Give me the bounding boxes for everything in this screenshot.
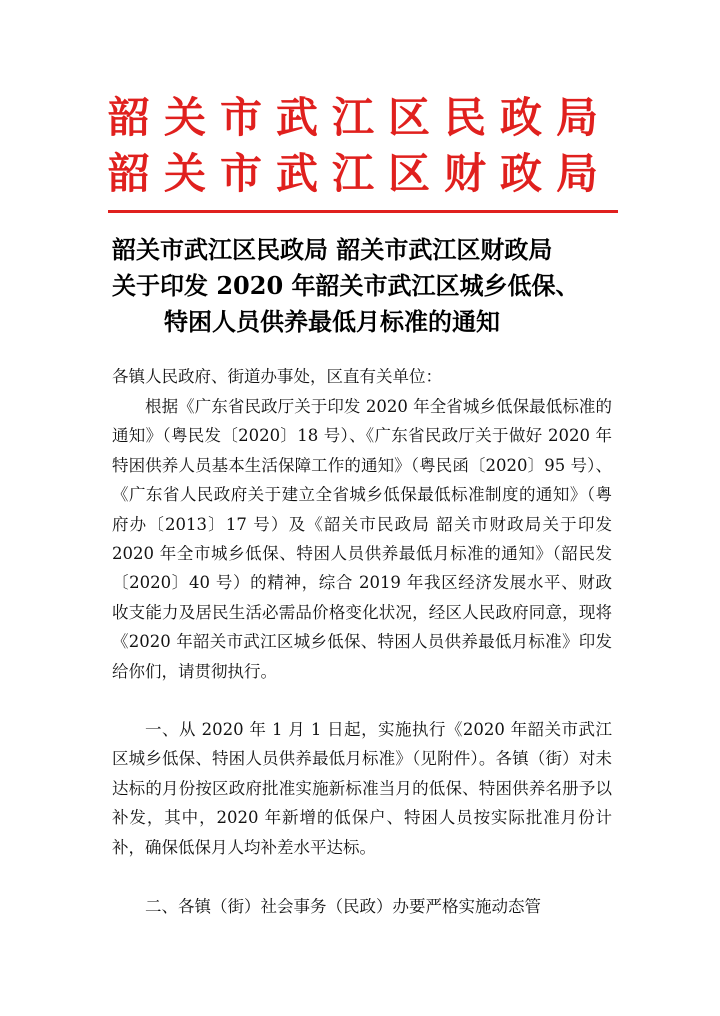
paragraph-basis: 根据《广东省民政厅关于印发 2020 年全省城乡低保最低标准的通知》（粤民发〔2020〕18 号）、《广东省民政厅关于做好 2020 年特困供养人员基本生活保障工作的通知》（粤民函〔2020〕95 号）、《广东省人民政府关于建立全省城乡低保最低标准制度的通知》（粤府办〔2013〕17 号）及《韶关市民政局 韶关市财政局关于印发 2020 年全市城乡低保、特困人员供养最低月标准的通知》（韶民发〔2020〕40 号）的精神，综合 2019 年我区经济发展水平、财政收支能力及居民生活必需品价格变化状况，经区人民政府同意，现将《2020 年韶关市武江区城乡低保、特困人员供养最低月标准》印发给你们，请贯彻执行。 xyxy=(112,397,612,681)
paragraph-item-2: 二、各镇（街）社会事务（民政）办要严格实施动态管 xyxy=(145,897,541,916)
document-title-line-3: 特困人员供养最低月标准的通知 xyxy=(164,307,500,336)
document-title-line-2: 关于印发 2020 年韶关市武江区城乡低保、 xyxy=(112,271,580,300)
issuer-header-civil-affairs: 韶关市武江区民政局 xyxy=(107,93,612,142)
red-divider-rule xyxy=(108,210,618,213)
document-title-line-1: 韶关市武江区民政局 韶关市武江区财政局 xyxy=(112,235,553,264)
issuer-header-finance: 韶关市武江区财政局 xyxy=(107,149,612,198)
paragraph-item-1: 一、从 2020 年 1 月 1 日起，实施执行《2020 年韶关市武江区城乡低保、特困人员供养最低月标准》（见附件）。各镇（街）对未达标的月份按区政府批准实施新标准当月的低保、特困供养名册予以补发，其中，2020 年新增的低保户、特困人员按实际批准月份计补，确保低保月人均补差水平达标。 xyxy=(112,720,612,857)
salutation: 各镇人民政府、街道办事处，区直有关单位： xyxy=(112,367,442,386)
